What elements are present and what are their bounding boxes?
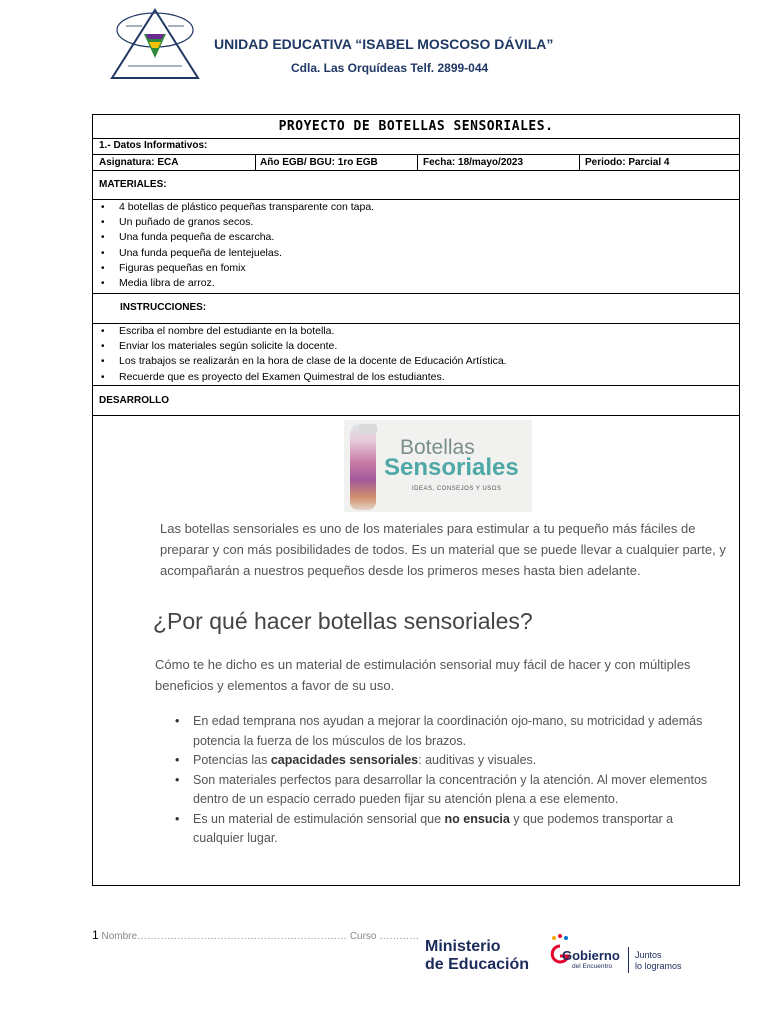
banner-title-line1: Botellas (400, 436, 475, 459)
school-name: UNIDAD EDUCATIVA “ISABEL MOSCOSO DÁVILA” (214, 36, 554, 52)
list-item: • 4 botellas de plástico pequeñas transparente con tapa. (93, 200, 374, 215)
list-item: • Son materiales perfectos para desarrollar la concentración y la atención. Al mover elementos dentro de un espacio cerrado pueden fijar su atención plena a ese elemento. (175, 771, 720, 810)
government-subtitle: del Encuentro (572, 963, 613, 970)
list-item: • En edad temprana nos ayudan a mejorar la coordinación ojo-mano, su motricidad y además potencia la fuerza de los músculos de los brazos. (175, 712, 720, 751)
list-item: • Los trabajos se realizarán en la hora de clase de la docente de Educación Artística. (93, 354, 507, 369)
footer-name-line (92, 928, 419, 942)
grade-cell: Año EGB/ BGU: 1ro EGB (260, 157, 378, 168)
sensory-bottles-banner (344, 420, 532, 512)
list-item: • Escriba el nombre del estudiante en la botella. (93, 324, 507, 339)
banner-subtitle: IDEAS, CONSEJOS Y USOS (412, 486, 502, 492)
government-name: Gobierno (562, 948, 620, 963)
period-cell: Periodo: Parcial 4 (585, 157, 670, 168)
school-logo (108, 8, 202, 80)
ministry-logo-text: Ministerio de Educación (425, 938, 530, 973)
instructions-list (93, 324, 507, 385)
name-course-fields: Nombre……………………………………………………… Curso ………… (101, 931, 420, 942)
school-address: Cdla. Las Orquídeas Telf. 2899-044 (291, 61, 489, 75)
section-paragraph: Cómo te he dicho es un material de estimulación sensorial muy fácil de hacer y con múltiples beneficios y elementos a favor de su uso. (155, 657, 691, 693)
bottle-illustration (350, 424, 376, 510)
banner-title-line2: Sensoriales (384, 454, 519, 481)
materials-label: MATERIALES: (99, 179, 167, 190)
subject-cell: Asignatura: ECA (99, 157, 179, 168)
section-heading: ¿Por qué hacer botellas sensoriales? (153, 608, 533, 634)
list-item: • Recuerde que es proyecto del Examen Quimestral de los estudiantes. (93, 370, 507, 385)
list-item: • Media libra de arroz. (93, 276, 374, 291)
list-item: • Un puñado de granos secos. (93, 215, 374, 230)
date-cell: Fecha: 18/mayo/2023 (423, 157, 524, 168)
list-item: • Una funda pequeña de escarcha. (93, 230, 374, 245)
logo-separator (628, 947, 629, 973)
government-slogan: Juntos lo logramos (635, 950, 682, 971)
development-label: DESARROLLO (99, 395, 169, 406)
info-label: 1.- Datos Informativos: (99, 140, 208, 151)
instructions-label: INSTRUCCIONES: (120, 302, 207, 313)
materials-list (93, 200, 374, 291)
benefits-list (175, 712, 720, 849)
list-item: • Figuras pequeñas en fomix (93, 261, 374, 276)
intro-paragraph: Las botellas sensoriales es uno de los materiales para estimular a tu pequeño más fáciles de preparar y con más posibilidades de todos. Es un material que se puede llevar a cualquier parte, y acompañarán a nuestros pequeños desde los primeros meses hasta bien adelante. (160, 521, 726, 578)
page-number: 1 (92, 928, 99, 942)
list-item: • Una funda pequeña de lentejuelas. (93, 246, 374, 261)
list-item: • Potencias las capacidades sensoriales: auditivas y visuales. (175, 751, 720, 771)
list-item: • Es un material de estimulación sensorial que no ensucia y que podemos transportar a cualquier lugar. (175, 810, 720, 849)
list-item: • Enviar los materiales según solicite la docente. (93, 339, 507, 354)
project-title: PROYECTO DE BOTELLAS SENSORIALES. (278, 119, 554, 134)
